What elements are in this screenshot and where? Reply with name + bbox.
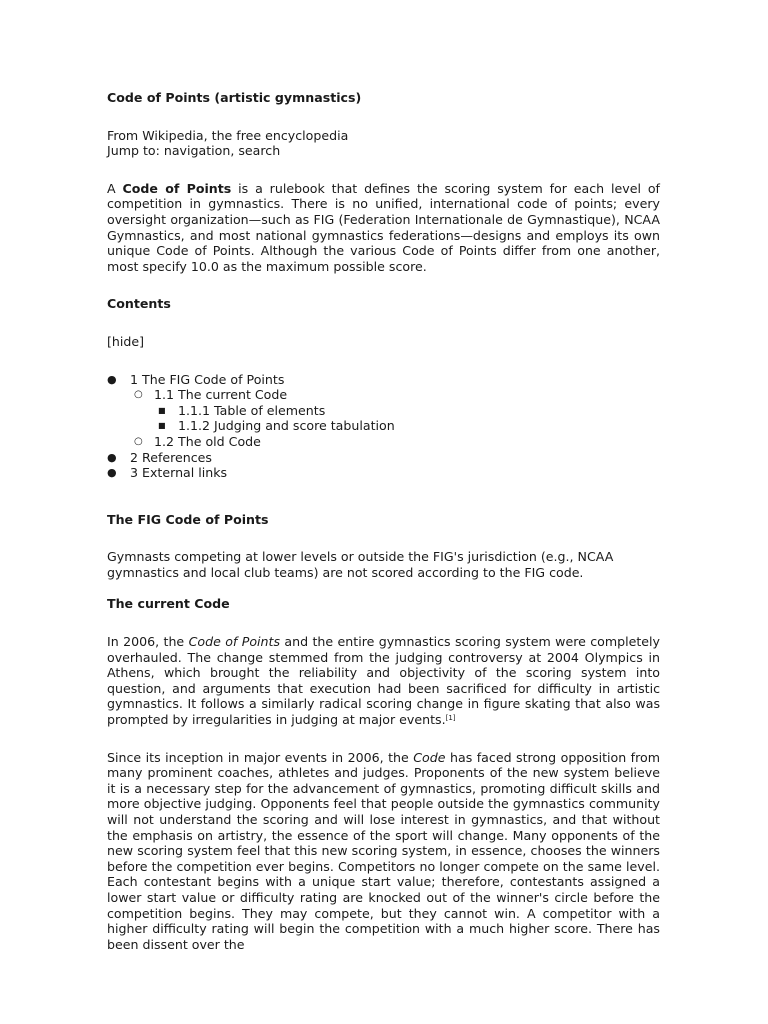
fig-paragraph: Gymnasts competing at lower levels or outside the FIG's jurisdiction (e.g., NCAA gymnastics and local club teams) are not scored according to the FIG code.	[107, 549, 614, 580]
bullet-marker: ●	[107, 450, 117, 464]
jump-to-line	[107, 143, 660, 159]
contents-heading: Contents	[107, 296, 171, 312]
paragraph-text: In 2006, the	[107, 634, 189, 650]
intro-text: is a rulebook that defines the scoring system for each level of competition in gymnastics. There is no unified, international code of points; every oversight organization—such as FIG (Federation Internationale de Gymnastique), NCAA Gymnastics, and most national gymnastics federations—designs and employs its own unique Code of Points. Although the various Code of Points differ from one another, most specify 10.0 as the maximum possible score.	[107, 180, 660, 274]
bullet-marker: ●	[107, 466, 117, 480]
italic-term: Code of Points	[188, 634, 281, 650]
reference-1-link[interactable]: [1]	[445, 714, 456, 723]
circle-marker: ○	[134, 435, 143, 447]
toc-item-1-2[interactable]	[107, 434, 660, 450]
section-heading-fig: The FIG Code of Points	[107, 511, 269, 527]
article-meta	[107, 128, 660, 159]
toc-item-label: 1.1.2 Judging and score tabulation	[178, 418, 395, 434]
toc-item-label: 1.1 The current Code	[154, 387, 288, 403]
square-marker: ■	[158, 421, 166, 431]
intro-paragraph	[107, 181, 660, 275]
from-wikipedia-line: From Wikipedia, the free encyclopedia	[107, 127, 349, 143]
paragraph-text: and the entire gymnastics scoring system were completely overhauled. The change stemmed from the judging controversy at 2004 Olympics in Athens, which brought the reliability and objectivity of the scoring system into question, and arguments that execution had been sacrificed for difficulty in artistic gymnastics. It follows a similarly radical scoring change in figure skating that also was prompted by irregularities in judging at major events.	[107, 634, 660, 728]
paragraph-text: Since its inception in major events in 2006, the	[107, 749, 414, 765]
table-of-contents	[107, 372, 660, 481]
toc-item-label: 1.2 The old Code	[154, 433, 261, 449]
intro-lead: A	[107, 180, 123, 196]
italic-term: Code	[413, 749, 446, 765]
toc-item-1[interactable]	[107, 372, 660, 388]
toc-item-3[interactable]	[107, 465, 660, 481]
jump-navigation-link[interactable]: navigation	[163, 143, 231, 159]
toc-item-1-1-2[interactable]	[107, 418, 660, 434]
bullet-marker: ●	[107, 372, 117, 386]
toc-item-label: 2 References	[130, 449, 212, 465]
toc-item-label: 3 External links	[130, 465, 228, 481]
square-marker: ■	[158, 405, 166, 415]
section-heading-current-code: The current Code	[107, 596, 230, 612]
intro-bold-term: Code of Points	[122, 180, 232, 196]
toc-item-label: 1 The FIG Code of Points	[130, 371, 285, 387]
jump-separator: ,	[230, 143, 239, 159]
article-title: Code of Points (artistic gymnastics)	[107, 90, 362, 105]
paragraph-text: has faced strong opposition from many prominent coaches, athletes and judges. Proponents of the new system believe it is a necessary step for the advancement of gymnastics, promoting difficult skills and more objective judging. Opponents feel that people outside the gymnastics community will not understand the scoring and will lose interest in gymnastics, and that without the emphasis on artistry, the essence of the sport will change. Many opponents of the new scoring system feel that this new scoring system, in essence, chooses the winners before the competition ever begins. Competitors no longer compete on the same level. Each contestant begins with a unique start value; therefore, contestants assigned a lower start value or difficulty rating are knocked out of the winner's circle before the competition begins. They may compete, but they cannot win. A competitor with a higher difficulty rating will begin the competition with a much higher score. There has been dissent over the	[107, 749, 660, 952]
toc-item-1-1[interactable]	[107, 387, 660, 403]
toc-toggle-link[interactable]: [hide]	[107, 333, 145, 349]
circle-marker: ○	[134, 389, 143, 401]
jump-to-label: Jump to:	[107, 143, 164, 159]
current-code-paragraph-2	[107, 750, 660, 953]
article-body	[107, 90, 660, 952]
jump-search-link[interactable]: search	[238, 143, 281, 159]
toc-item-2[interactable]	[107, 450, 660, 466]
current-code-paragraph-1	[107, 634, 660, 728]
toc-item-label: 1.1.1 Table of elements	[178, 402, 326, 418]
toc-item-1-1-1[interactable]	[107, 403, 660, 419]
